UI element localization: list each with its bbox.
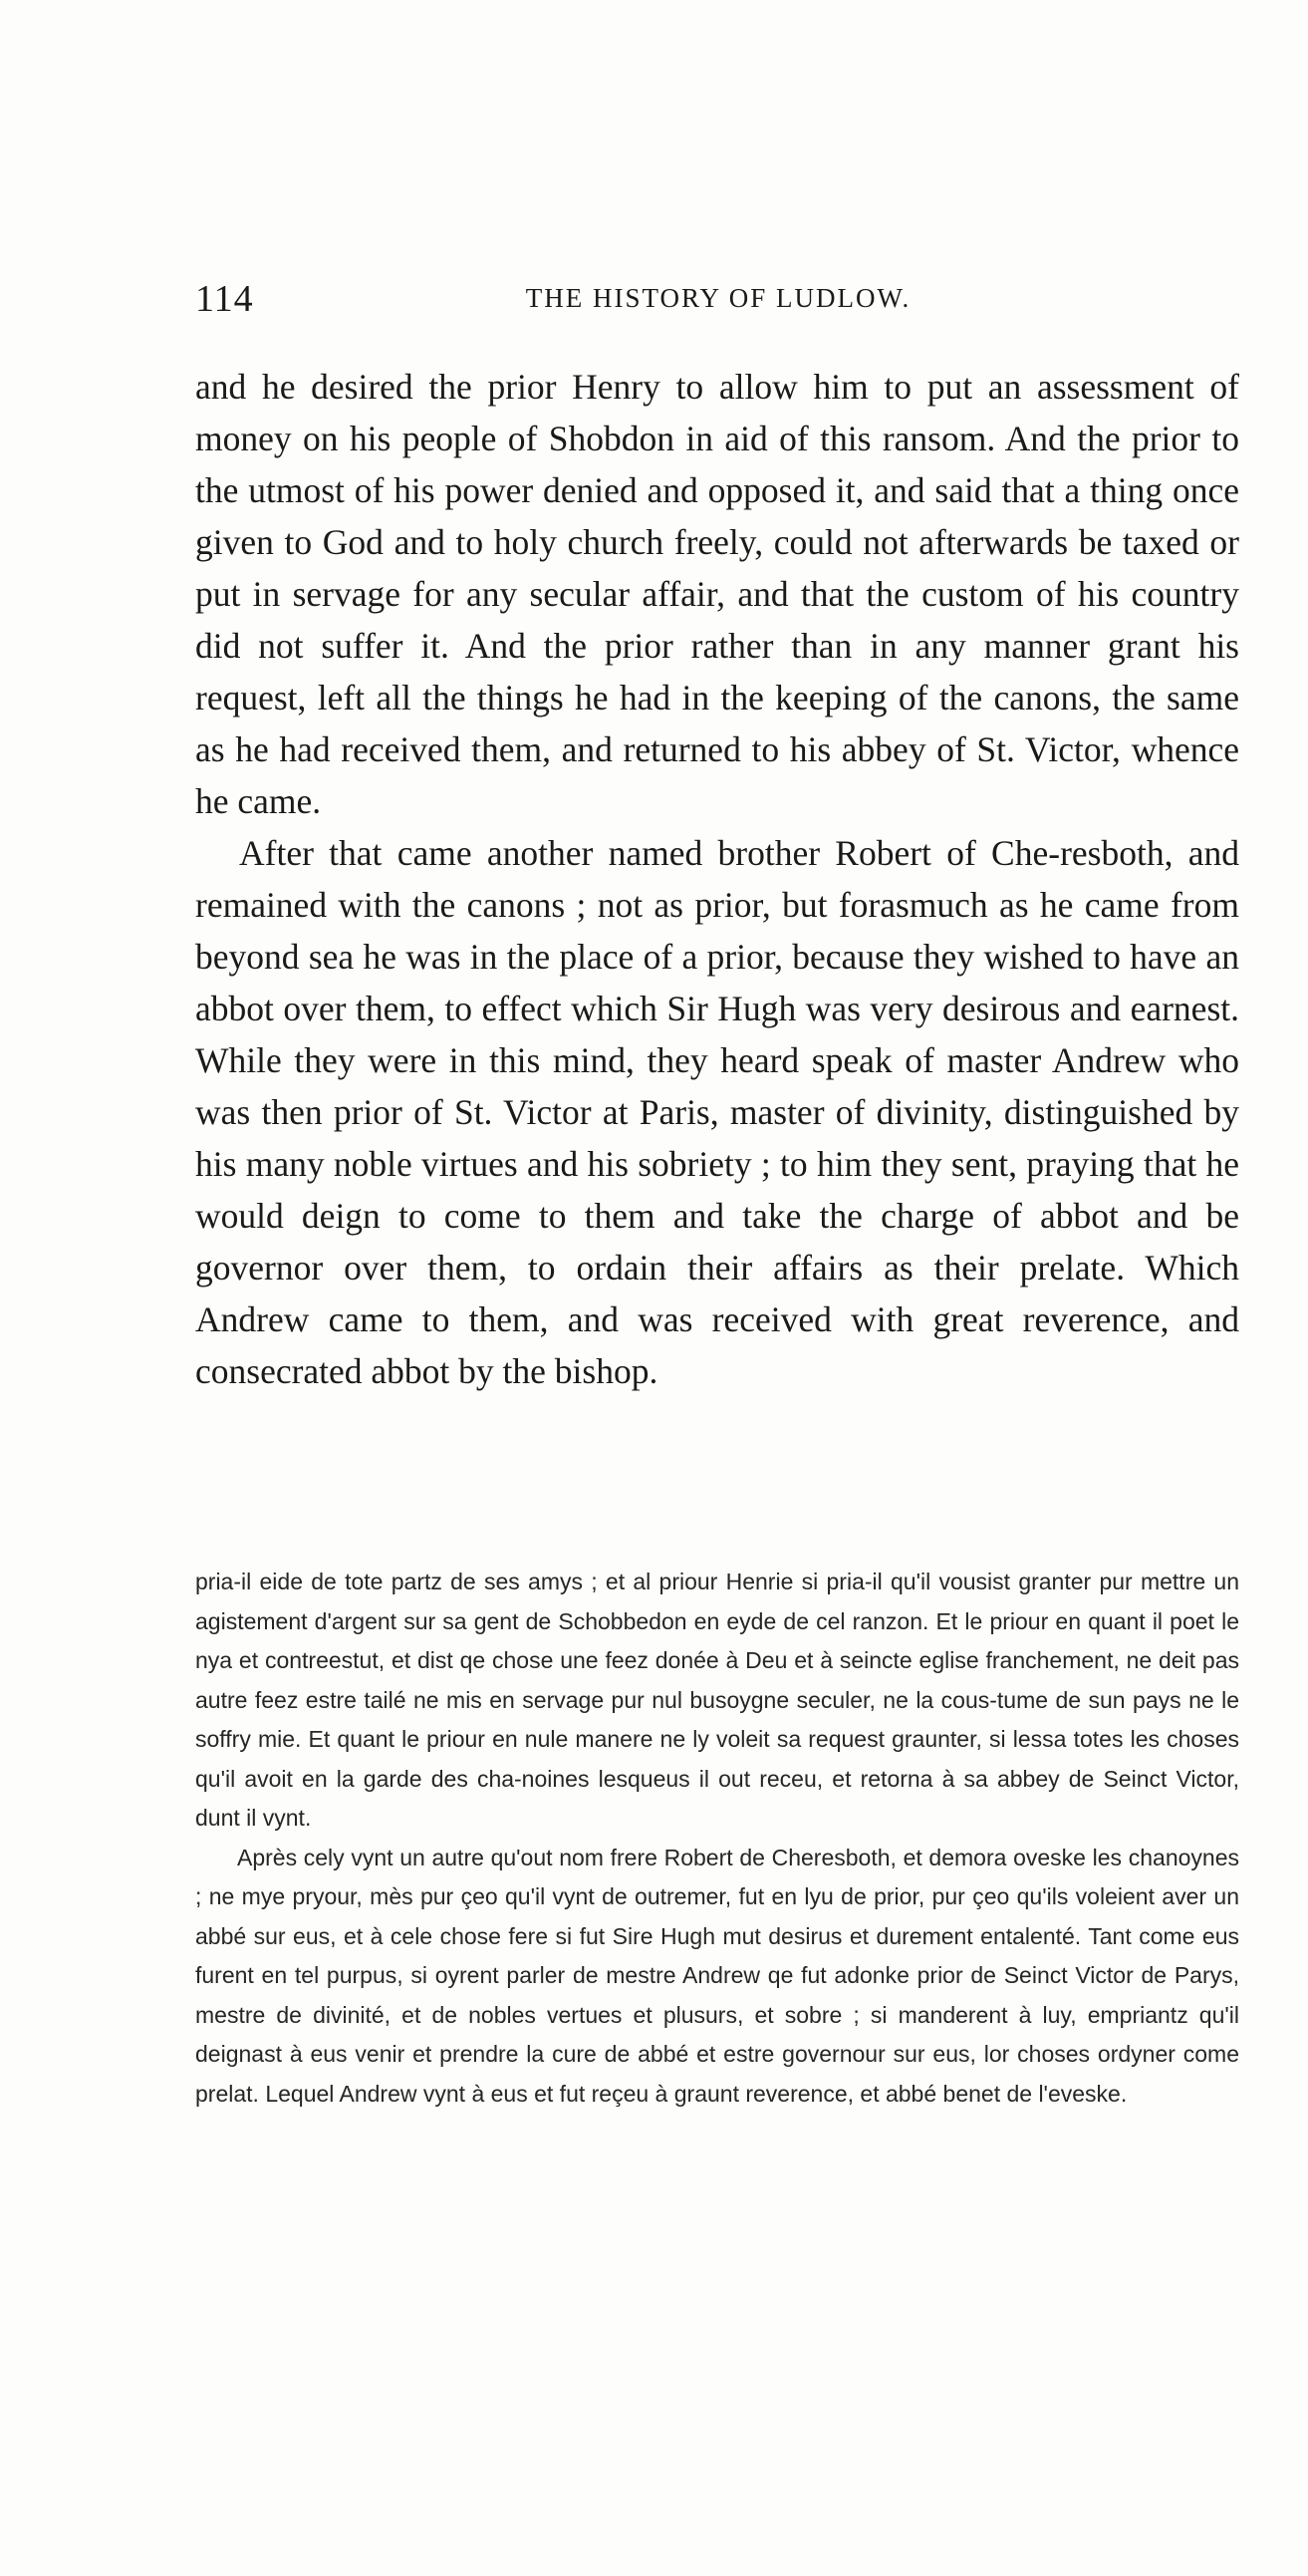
french-paragraph: Après cely vynt un autre qu'out nom frere Robert de Cheresboth, et demora oveske les chanoynes ; ne mye pryour, mès pur çeo qu'il vynt de outremer, fut en lyu de prior, pur çeo qu'ils voleient aver un abbé sur eus, et à cele chose fere si fut Sire Hugh mut desirus et durement entalenté. Tant come eus furent en tel purpus, si oyrent parler de mestre Andrew qe fut adonke prior de Seinct Victor de Parys, mestre de divinité, et de nobles vertues et plusurs, et sobre ; si manderent à luy, empriantz qu'il deignast à eus venir et prendre la cure de abbé et estre governour sur eus, lor choses ordyner come prelat. Lequel Andrew vynt à eus et fut reçeu à graunt reverence, et abbé benet de l'eveske. xyxy=(195,1844,1239,2107)
english-paragraph: After that came another named brother Robert of Che-resboth, and remained with the canons ; not as prior, but forasmuch as he came from beyond sea he was in the place of a prior, because they wished to have an abbot over them, to effect which Sir Hugh was very desirous and earnest. While they were in this mind, they heard speak of master Andrew who was then prior of St. Victor at Paris, master of divinity, distinguished by his many noble virtues and his sobriety ; to him they sent, praying that he would deign to come to them and take the charge of abbot and be governor over them, to ordain their affairs as their prelate. Which Andrew came to them, and was received with great reverence, and consecrated abbot by the bishop. xyxy=(195,833,1239,1391)
running-title: THE HISTORY OF LUDLOW. xyxy=(525,283,912,313)
anglo-norman-original-text xyxy=(195,1563,1239,2114)
page-number: 114 xyxy=(195,278,254,320)
page-header xyxy=(195,277,1241,325)
french-paragraph: pria-il eide de tote partz de ses amys ; et al priour Henrie si pria-il qu'il vousist granter pur mettre un agistement d'argent sur sa gent de Schobbedon en eyde de cel ranzon. Et le priour en quant il poet le nya et contreestut, et dist qe chose une feez donée à Deu et à seincte eglise franchement, ne deit pas autre feez estre tailé ne mis en servage pur nul busoygne seculer, ne la cous-tume de sun pays ne le soffry mie. Et quant le priour en nule manere ne ly voleit sa request graunter, si lessa totes les choses qu'il avoit en la garde des cha-noines lesqueus il out receu, et retorna à sa abbey de Seinct Victor, dunt il vynt. xyxy=(195,1569,1239,1831)
english-paragraph: and he desired the prior Henry to allow him to put an assessment of money on his people of Shobdon in aid of this ransom. And the prior to the utmost of his power denied and opposed it, and said that a thing once given to God and to holy church freely, could not afterwards be taxed or put in servage for any secular affair, and that the custom of his country did not suffer it. And the prior rather than in any manner grant his request, left all the things he had in the keeping of the canons, the same as he had received them, and returned to his abbey of St. Victor, whence he came. xyxy=(195,367,1239,821)
english-translation-text xyxy=(195,361,1239,1397)
